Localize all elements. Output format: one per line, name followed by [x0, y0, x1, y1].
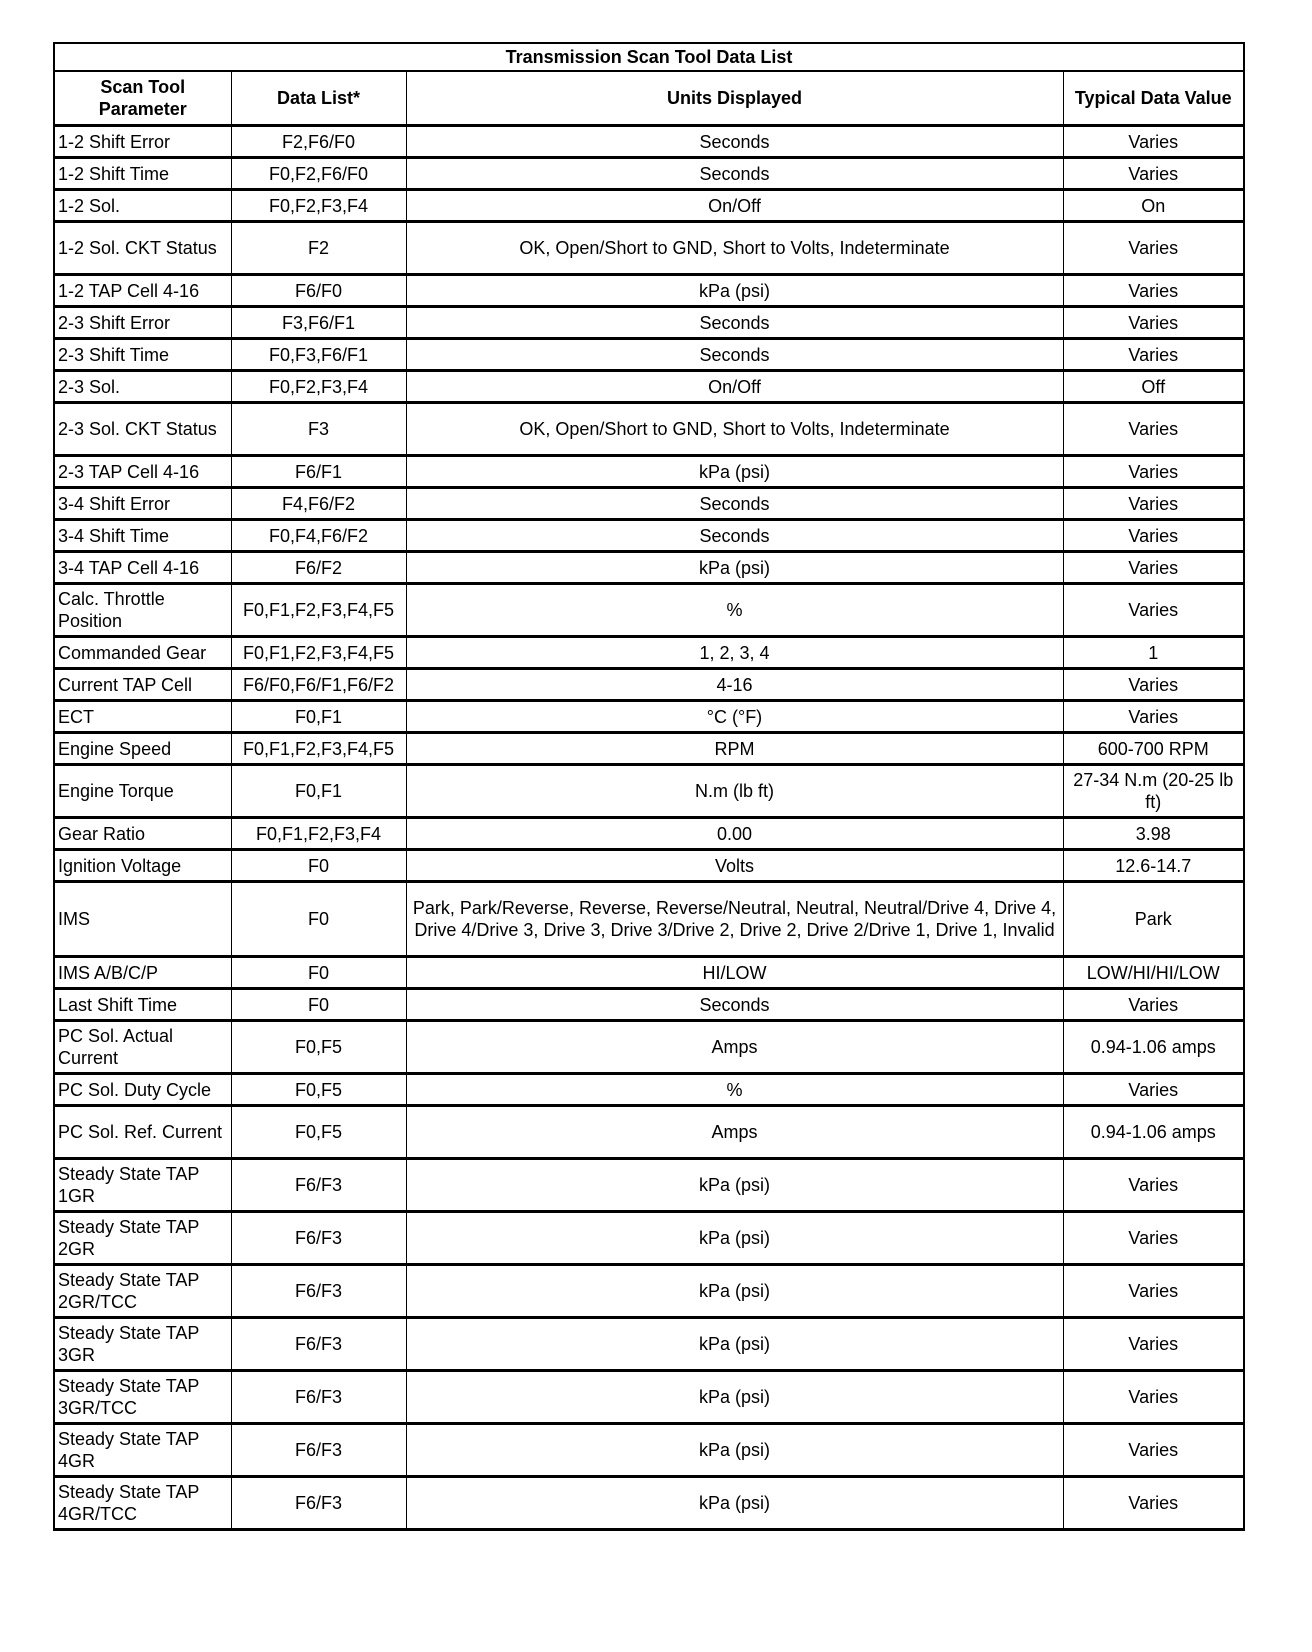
table-row [54, 275, 1244, 307]
table-row [54, 989, 1244, 1021]
data-list-cell: F6/F1 [231, 456, 406, 488]
table-row [54, 1477, 1244, 1530]
units-cell: °C (°F) [406, 701, 1063, 733]
typical-value-cell: Varies [1063, 989, 1244, 1021]
typical-value-cell: Varies [1063, 1371, 1244, 1424]
typical-value-cell: Varies [1063, 126, 1244, 158]
units-cell: kPa (psi) [406, 275, 1063, 307]
typical-value-cell: Varies [1063, 552, 1244, 584]
scan-tool-data-table [53, 42, 1245, 1531]
parameter-cell: ECT [54, 701, 231, 733]
table-row [54, 158, 1244, 190]
parameter-cell: Steady State TAP 2GR [54, 1212, 231, 1265]
table-row [54, 456, 1244, 488]
typical-value-cell: On [1063, 190, 1244, 222]
data-list-cell: F0,F2,F6/F0 [231, 158, 406, 190]
typical-value-cell: Varies [1063, 158, 1244, 190]
parameter-cell: Last Shift Time [54, 989, 231, 1021]
data-list-cell: F0,F1,F2,F3,F4,F5 [231, 733, 406, 765]
typical-value-cell: 600-700 RPM [1063, 733, 1244, 765]
typical-value-cell: Varies [1063, 584, 1244, 637]
data-list-cell: F0 [231, 957, 406, 989]
table-row [54, 1212, 1244, 1265]
units-cell: Seconds [406, 126, 1063, 158]
data-list-cell: F6/F0,F6/F1,F6/F2 [231, 669, 406, 701]
data-list-cell: F3,F6/F1 [231, 307, 406, 339]
units-cell: % [406, 584, 1063, 637]
typical-value-cell: Varies [1063, 520, 1244, 552]
parameter-cell: 2-3 Sol. [54, 371, 231, 403]
table-row [54, 1021, 1244, 1074]
table-row [54, 488, 1244, 520]
typical-value-cell: Varies [1063, 456, 1244, 488]
units-cell: kPa (psi) [406, 1159, 1063, 1212]
table-row [54, 222, 1244, 275]
table-row [54, 339, 1244, 371]
units-cell: Volts [406, 850, 1063, 882]
data-list-cell: F6/F3 [231, 1477, 406, 1530]
typical-value-cell: Varies [1063, 701, 1244, 733]
table-row [54, 371, 1244, 403]
parameter-cell: Steady State TAP 3GR/TCC [54, 1371, 231, 1424]
parameter-cell: Steady State TAP 1GR [54, 1159, 231, 1212]
typical-value-cell: 0.94-1.06 amps [1063, 1106, 1244, 1159]
data-list-cell: F6/F3 [231, 1424, 406, 1477]
data-list-cell: F0 [231, 989, 406, 1021]
parameter-cell: 3-4 Shift Error [54, 488, 231, 520]
header-parameter: Scan Tool Parameter [54, 71, 231, 126]
units-cell: Seconds [406, 307, 1063, 339]
data-list-cell: F6/F3 [231, 1318, 406, 1371]
parameter-cell: 2-3 Sol. CKT Status [54, 403, 231, 456]
data-list-cell: F6/F3 [231, 1371, 406, 1424]
units-cell: kPa (psi) [406, 456, 1063, 488]
parameter-cell: PC Sol. Duty Cycle [54, 1074, 231, 1106]
header-units: Units Displayed [406, 71, 1063, 126]
parameter-cell: Engine Speed [54, 733, 231, 765]
typical-value-cell: Varies [1063, 403, 1244, 456]
data-list-cell: F0,F5 [231, 1106, 406, 1159]
units-cell: kPa (psi) [406, 1265, 1063, 1318]
data-list-cell: F0,F5 [231, 1074, 406, 1106]
parameter-cell: 1-2 Shift Error [54, 126, 231, 158]
table-row [54, 1424, 1244, 1477]
units-cell: On/Off [406, 371, 1063, 403]
typical-value-cell: Varies [1063, 339, 1244, 371]
typical-value-cell: Varies [1063, 1074, 1244, 1106]
table-row [54, 701, 1244, 733]
units-cell: Seconds [406, 989, 1063, 1021]
table-row [54, 1371, 1244, 1424]
units-cell: kPa (psi) [406, 1424, 1063, 1477]
parameter-cell: 1-2 TAP Cell 4-16 [54, 275, 231, 307]
table-row [54, 669, 1244, 701]
typical-value-cell: Varies [1063, 307, 1244, 339]
parameter-cell: IMS A/B/C/P [54, 957, 231, 989]
units-cell: kPa (psi) [406, 1371, 1063, 1424]
typical-value-cell: Varies [1063, 1424, 1244, 1477]
units-cell: kPa (psi) [406, 552, 1063, 584]
parameter-cell: 1-2 Sol. [54, 190, 231, 222]
table-row [54, 1318, 1244, 1371]
table-row [54, 765, 1244, 818]
table-row [54, 584, 1244, 637]
typical-value-cell: Off [1063, 371, 1244, 403]
table-row [54, 1159, 1244, 1212]
parameter-cell: 2-3 Shift Time [54, 339, 231, 371]
typical-value-cell: Varies [1063, 669, 1244, 701]
units-cell: Seconds [406, 488, 1063, 520]
parameter-cell: Engine Torque [54, 765, 231, 818]
parameter-cell: Steady State TAP 2GR/TCC [54, 1265, 231, 1318]
parameter-cell: Gear Ratio [54, 818, 231, 850]
table-row [54, 520, 1244, 552]
units-cell: % [406, 1074, 1063, 1106]
typical-value-cell: 27-34 N.m (20-25 lb ft) [1063, 765, 1244, 818]
typical-value-cell: 12.6-14.7 [1063, 850, 1244, 882]
units-cell: Park, Park/Reverse, Reverse, Reverse/Neutral, Neutral, Neutral/Drive 4, Drive 4, Drive 4/Drive 3, Drive 3, Drive 3/Drive 2, Drive 2, Drive 2/Drive 1, Drive 1, Invalid [406, 882, 1063, 957]
units-cell: kPa (psi) [406, 1318, 1063, 1371]
typical-value-cell: 3.98 [1063, 818, 1244, 850]
data-list-cell: F0,F2,F3,F4 [231, 371, 406, 403]
table-row [54, 1265, 1244, 1318]
parameter-cell: IMS [54, 882, 231, 957]
units-cell: Amps [406, 1106, 1063, 1159]
units-cell: On/Off [406, 190, 1063, 222]
data-list-cell: F0,F1 [231, 701, 406, 733]
typical-value-cell: Varies [1063, 1212, 1244, 1265]
table-row [54, 307, 1244, 339]
typical-value-cell: 1 [1063, 637, 1244, 669]
parameter-cell: PC Sol. Ref. Current [54, 1106, 231, 1159]
units-cell: 0.00 [406, 818, 1063, 850]
data-list-cell: F6/F3 [231, 1212, 406, 1265]
units-cell: kPa (psi) [406, 1212, 1063, 1265]
table-row [54, 882, 1244, 957]
parameter-cell: Commanded Gear [54, 637, 231, 669]
data-list-cell: F3 [231, 403, 406, 456]
data-list-cell: F0 [231, 882, 406, 957]
data-list-cell: F0,F4,F6/F2 [231, 520, 406, 552]
table-row [54, 637, 1244, 669]
table-row [54, 957, 1244, 989]
data-list-cell: F0,F1,F2,F3,F4,F5 [231, 584, 406, 637]
units-cell: 1, 2, 3, 4 [406, 637, 1063, 669]
data-list-cell: F6/F0 [231, 275, 406, 307]
data-list-cell: F2,F6/F0 [231, 126, 406, 158]
data-list-cell: F0,F2,F3,F4 [231, 190, 406, 222]
parameter-cell: Steady State TAP 4GR [54, 1424, 231, 1477]
table-row [54, 733, 1244, 765]
units-cell: kPa (psi) [406, 1477, 1063, 1530]
typical-value-cell: 0.94-1.06 amps [1063, 1021, 1244, 1074]
table-row [54, 403, 1244, 456]
data-list-cell: F0,F5 [231, 1021, 406, 1074]
data-list-cell: F2 [231, 222, 406, 275]
typical-value-cell: Varies [1063, 1318, 1244, 1371]
table-row [54, 818, 1244, 850]
parameter-cell: 1-2 Sol. CKT Status [54, 222, 231, 275]
table-row [54, 190, 1244, 222]
parameter-cell: 3-4 TAP Cell 4-16 [54, 552, 231, 584]
table-row [54, 1074, 1244, 1106]
table-row [54, 850, 1244, 882]
typical-value-cell: Park [1063, 882, 1244, 957]
data-list-cell: F4,F6/F2 [231, 488, 406, 520]
units-cell: 4-16 [406, 669, 1063, 701]
typical-value-cell: Varies [1063, 275, 1244, 307]
typical-value-cell: Varies [1063, 488, 1244, 520]
parameter-cell: Calc. Throttle Position [54, 584, 231, 637]
parameter-cell: 2-3 TAP Cell 4-16 [54, 456, 231, 488]
typical-value-cell: Varies [1063, 1159, 1244, 1212]
parameter-cell: Steady State TAP 4GR/TCC [54, 1477, 231, 1530]
typical-value-cell: Varies [1063, 1265, 1244, 1318]
data-list-cell: F6/F3 [231, 1159, 406, 1212]
units-cell: HI/LOW [406, 957, 1063, 989]
table-row [54, 552, 1244, 584]
units-cell: Amps [406, 1021, 1063, 1074]
typical-value-cell: Varies [1063, 1477, 1244, 1530]
data-list-cell: F0 [231, 850, 406, 882]
parameter-cell: Steady State TAP 3GR [54, 1318, 231, 1371]
table-title: Transmission Scan Tool Data List [54, 43, 1244, 71]
parameter-cell: Current TAP Cell [54, 669, 231, 701]
data-list-cell: F0,F1,F2,F3,F4 [231, 818, 406, 850]
typical-value-cell: Varies [1063, 222, 1244, 275]
units-cell: Seconds [406, 158, 1063, 190]
data-list-cell: F6/F3 [231, 1265, 406, 1318]
units-cell: OK, Open/Short to GND, Short to Volts, Indeterminate [406, 222, 1063, 275]
parameter-cell: 1-2 Shift Time [54, 158, 231, 190]
header-data-list: Data List* [231, 71, 406, 126]
units-cell: N.m (lb ft) [406, 765, 1063, 818]
units-cell: OK, Open/Short to GND, Short to Volts, Indeterminate [406, 403, 1063, 456]
parameter-cell: 3-4 Shift Time [54, 520, 231, 552]
typical-value-cell: LOW/HI/HI/LOW [1063, 957, 1244, 989]
data-list-cell: F0,F1 [231, 765, 406, 818]
parameter-cell: PC Sol. Actual Current [54, 1021, 231, 1074]
parameter-cell: 2-3 Shift Error [54, 307, 231, 339]
table-row [54, 126, 1244, 158]
units-cell: Seconds [406, 520, 1063, 552]
data-list-cell: F0,F1,F2,F3,F4,F5 [231, 637, 406, 669]
units-cell: Seconds [406, 339, 1063, 371]
header-typical-value: Typical Data Value [1063, 71, 1244, 126]
data-list-cell: F6/F2 [231, 552, 406, 584]
data-list-cell: F0,F3,F6/F1 [231, 339, 406, 371]
parameter-cell: Ignition Voltage [54, 850, 231, 882]
table-row [54, 1106, 1244, 1159]
units-cell: RPM [406, 733, 1063, 765]
